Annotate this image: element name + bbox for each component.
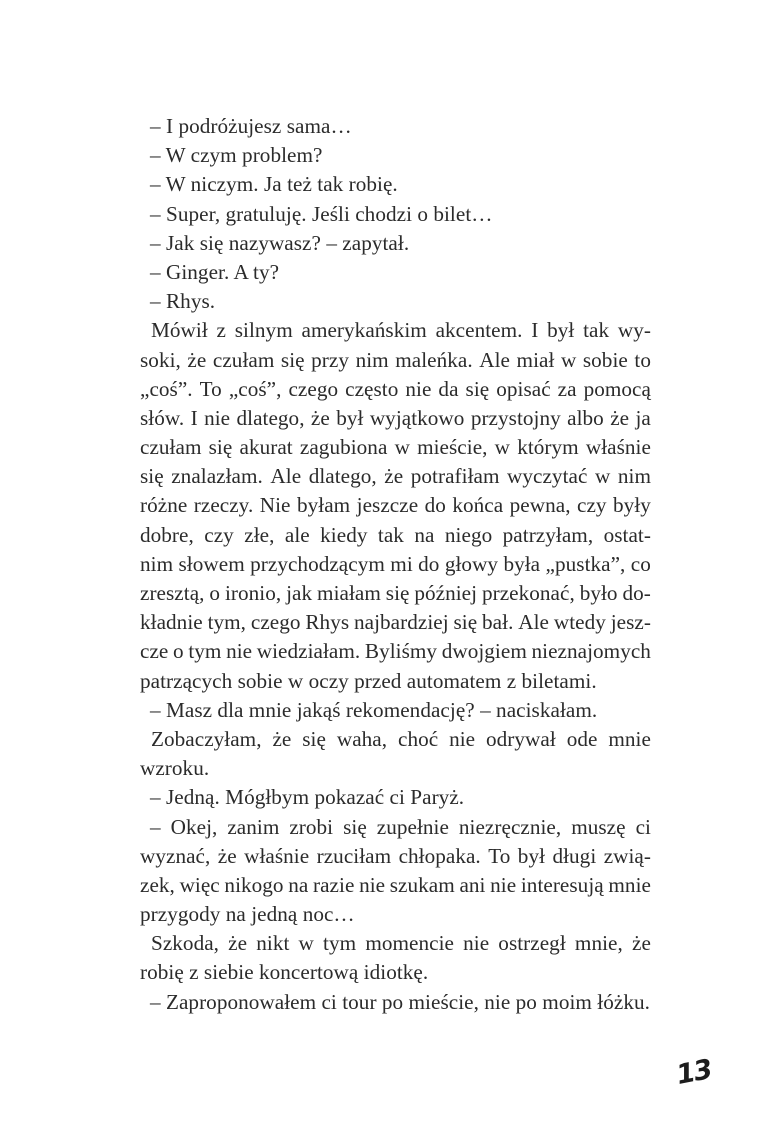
- text-word: nie: [226, 639, 253, 664]
- text-word: w: [494, 435, 511, 460]
- text-word: szukam: [389, 872, 455, 897]
- text-word: słów.: [140, 405, 185, 430]
- text-word: mnie: [608, 872, 651, 897]
- text-word: tak: [377, 522, 404, 547]
- text-word: nie: [449, 726, 476, 751]
- dialogue-line: – Ginger. A ty?: [150, 259, 280, 284]
- text-word: To: [199, 376, 222, 401]
- text-word: to: [634, 347, 651, 372]
- text-word: czy: [577, 493, 607, 518]
- text-word: patrzyłam,: [502, 522, 594, 547]
- text-line: [140, 404, 651, 433]
- text-word: się: [302, 726, 326, 751]
- text-word: wyznać,: [140, 843, 211, 868]
- text-word: rzuciłam: [316, 843, 392, 868]
- text-word: że: [384, 464, 404, 489]
- text-word: Mówił: [151, 318, 208, 343]
- text-word: nie: [490, 872, 517, 897]
- text-word: dwojgiem: [441, 639, 527, 664]
- text-line: [140, 550, 651, 579]
- text-word: o: [173, 639, 184, 664]
- text-word: przychodzącym: [250, 551, 385, 576]
- text-word: były: [613, 493, 651, 518]
- text-word: „coś”.: [140, 376, 193, 401]
- text-word: ale: [284, 522, 310, 547]
- text-word: często: [345, 376, 399, 401]
- text-word: się: [343, 814, 367, 839]
- dialogue-line: – W niczym. Ja też tak robię.: [150, 172, 398, 197]
- text-word: tym: [323, 931, 357, 956]
- text-line: [140, 491, 651, 520]
- text-word: końca: [452, 493, 504, 518]
- text-word: czułam: [212, 347, 275, 372]
- dialogue-line: – Rhys.: [150, 289, 216, 314]
- text-word: do: [424, 493, 446, 518]
- text-word: bał.: [482, 610, 514, 635]
- text-word: różne: [140, 493, 188, 518]
- text-word: zresztą,: [140, 581, 205, 605]
- text-word: się: [280, 347, 305, 372]
- text-word: odrywał: [486, 726, 556, 751]
- text-word: ode: [566, 726, 598, 751]
- text-word: czego: [288, 376, 339, 401]
- text-word: za: [557, 376, 577, 401]
- text-line: [140, 316, 651, 345]
- page-number: 13: [673, 1053, 714, 1092]
- text-word: Ale: [270, 464, 302, 489]
- text-word: rzeczy.: [193, 493, 254, 518]
- text-word: dlatego,: [308, 464, 377, 489]
- text-word: przy: [311, 347, 350, 372]
- text-line: [140, 521, 651, 550]
- text-word: czułam: [140, 435, 202, 460]
- text-word: z: [216, 318, 226, 343]
- text-word: złe,: [244, 522, 275, 547]
- text-word: słowem: [178, 551, 245, 576]
- text-word: znalazłam.: [171, 464, 263, 489]
- text-word: zwią-: [603, 843, 651, 868]
- dialogue-line: – Masz dla mnie jakąś rekomendację? – naciskałam.: [150, 697, 598, 722]
- text-word: się: [385, 581, 410, 605]
- text-word: w: [298, 931, 314, 956]
- text-word: było: [579, 581, 618, 605]
- text-word: nikogo: [224, 872, 284, 897]
- text-line: [140, 842, 651, 871]
- text-line: [140, 462, 651, 491]
- text-word: głowy: [444, 551, 499, 576]
- text-word: że: [272, 726, 292, 751]
- text-word: był: [547, 318, 575, 343]
- text-word: na: [288, 872, 309, 897]
- text-word: momencie: [365, 931, 454, 956]
- text-word: była: [503, 551, 541, 576]
- text-word: nie: [405, 376, 432, 401]
- text-word: chłopaka.: [398, 843, 481, 868]
- text-word: Ale: [479, 347, 510, 372]
- text-word: zrobi: [289, 814, 334, 839]
- text-word: muszę: [571, 814, 626, 839]
- text-word: że: [217, 843, 237, 868]
- text-word: mi: [390, 551, 413, 576]
- text-word: amerykańskim: [301, 318, 427, 343]
- text-word: ostrzegł: [498, 931, 566, 956]
- text-word: Ale: [518, 610, 550, 635]
- text-word: najbardziej: [353, 610, 449, 635]
- text-word: pomocą: [583, 376, 651, 401]
- dialogue-line: – Jak się nazywasz? – zapytał.: [150, 230, 410, 255]
- text-line: patrzących sobie w oczy przed automatem z biletami.: [140, 668, 597, 693]
- text-word: wyjątkowo: [369, 405, 465, 430]
- text-word: o: [209, 581, 221, 605]
- text-word: ani: [459, 872, 486, 897]
- text-word: czy: [204, 522, 234, 547]
- text-word: długi: [552, 843, 597, 868]
- text-word: do: [418, 551, 440, 576]
- text-word: wy-: [617, 318, 651, 343]
- text-word: w: [560, 347, 577, 372]
- text-word: Zobaczyłam,: [151, 726, 262, 751]
- text-word: razie: [313, 872, 355, 897]
- text-line: [140, 433, 651, 462]
- text-word: mnie,: [574, 931, 623, 956]
- text-word: czego: [250, 610, 301, 635]
- text-line: [140, 375, 651, 404]
- dialogue-line: – W czym problem?: [150, 143, 323, 168]
- text-word: „coś”,: [228, 376, 282, 401]
- text-line: [140, 725, 651, 754]
- text-word: zanim: [227, 814, 280, 839]
- text-word: którym: [517, 435, 579, 460]
- text-word: Rhys: [305, 610, 350, 635]
- text-word: tym: [188, 639, 222, 664]
- dialogue-line: – I podróżujesz sama…: [150, 114, 352, 138]
- text-word: opisać: [496, 376, 551, 401]
- text-word: przystojny: [470, 405, 561, 430]
- text-word: w: [594, 464, 611, 489]
- text-word: ci: [635, 814, 651, 839]
- text-word: do-: [622, 581, 651, 605]
- text-word: pewna,: [509, 493, 571, 518]
- text-word: ostat-: [603, 522, 651, 547]
- dialogue-line: – Zaproponowałem ci tour po mieście, nie po moim łóżku.: [150, 989, 650, 1014]
- text-word: nim: [617, 464, 651, 489]
- text-line: [140, 579, 651, 608]
- text-line: [140, 608, 651, 637]
- text-word: właśnie: [585, 435, 651, 460]
- text-word: zupełnie: [376, 814, 449, 839]
- text-word: soki,: [140, 347, 181, 372]
- text-line: przygody na jedną noc…: [140, 902, 355, 927]
- text-word: na: [414, 522, 435, 547]
- text-word: się: [465, 376, 490, 401]
- text-word: byłam: [296, 493, 351, 518]
- text-word: przekonać,: [481, 581, 575, 605]
- text-word: zek,: [140, 872, 175, 897]
- text-word: miał: [516, 347, 555, 372]
- text-word: da: [438, 376, 459, 401]
- text-word: że: [228, 931, 248, 956]
- text-word: dlatego,: [236, 405, 305, 430]
- text-word: nie: [204, 405, 231, 430]
- text-word: tym,: [207, 610, 247, 635]
- text-word: wyczytać: [507, 464, 588, 489]
- text-word: kiedy: [320, 522, 368, 547]
- text-word: w: [394, 435, 410, 460]
- dialogue-line: – Super, gratuluję. Jeśli chodzi o bilet…: [150, 201, 493, 226]
- text-line: robię z siebie koncertową idiotkę.: [140, 960, 429, 985]
- text-word: wtedy: [553, 610, 606, 635]
- dialogue-line: – Jedną. Mógłbym pokazać ci Paryż.: [150, 785, 465, 810]
- text-word: był: [517, 843, 546, 868]
- text-word: I: [531, 318, 539, 343]
- text-word: nie: [359, 872, 386, 897]
- text-word: że: [610, 405, 630, 430]
- text-word: To: [488, 843, 511, 868]
- text-word: sobie: [582, 347, 628, 372]
- text-line: [140, 637, 651, 666]
- text-word: Nie: [259, 493, 291, 518]
- text-word: zagubiona: [299, 435, 388, 460]
- text-line: [140, 346, 651, 375]
- text-word: kładnie: [140, 610, 203, 635]
- text-word: interesują: [520, 872, 604, 897]
- text-word: nieznajomych: [531, 639, 651, 664]
- text-word: –: [150, 814, 161, 839]
- text-word: wiedziałam.: [256, 639, 361, 664]
- text-word: silnym: [234, 318, 293, 343]
- text-word: mieście,: [417, 435, 488, 460]
- text-word: się: [208, 435, 233, 460]
- text-word: albo: [567, 405, 604, 430]
- text-word: tak: [583, 318, 610, 343]
- page-text-block: [140, 112, 651, 1017]
- text-word: ironio,: [224, 581, 282, 605]
- text-word: był: [336, 405, 364, 430]
- text-word: się: [140, 464, 164, 489]
- text-word: I: [190, 405, 198, 430]
- text-word: Szkoda,: [151, 931, 220, 956]
- text-word: choć: [397, 726, 439, 751]
- text-word: więc: [179, 872, 220, 897]
- text-word: nim: [140, 551, 174, 576]
- text-word: nim: [355, 347, 389, 372]
- text-word: właśnie: [244, 843, 310, 868]
- text-word: że: [310, 405, 330, 430]
- text-word: że: [631, 931, 651, 956]
- text-word: akcentem.: [435, 318, 523, 343]
- text-line: wzroku.: [140, 756, 210, 781]
- text-word: Byliśmy: [364, 639, 438, 664]
- text-word: jeszcze: [356, 493, 419, 518]
- text-word: jak: [286, 581, 313, 605]
- text-word: mnie: [608, 726, 651, 751]
- text-line: [140, 929, 651, 958]
- text-word: jesz-: [610, 610, 651, 635]
- text-word: „pustka”,: [545, 551, 626, 576]
- text-word: niezręcznie,: [458, 814, 562, 839]
- text-word: akurat: [239, 435, 293, 460]
- text-word: dobre,: [140, 522, 194, 547]
- text-word: nikt: [256, 931, 290, 956]
- text-word: potrafiłam: [410, 464, 500, 489]
- text-word: maleńka.: [395, 347, 473, 372]
- text-word: miałam: [317, 581, 381, 605]
- text-line: [140, 871, 651, 900]
- text-word: co: [630, 551, 651, 576]
- text-word: nie: [463, 931, 490, 956]
- text-word: się: [453, 610, 478, 635]
- text-word: Okej,: [170, 814, 218, 839]
- text-word: ja: [635, 405, 651, 430]
- text-word: później: [414, 581, 478, 605]
- text-word: waha,: [336, 726, 388, 751]
- text-word: niego: [444, 522, 493, 547]
- text-word: że: [187, 347, 207, 372]
- dialogue-line: [140, 813, 651, 842]
- text-word: cze: [140, 639, 169, 664]
